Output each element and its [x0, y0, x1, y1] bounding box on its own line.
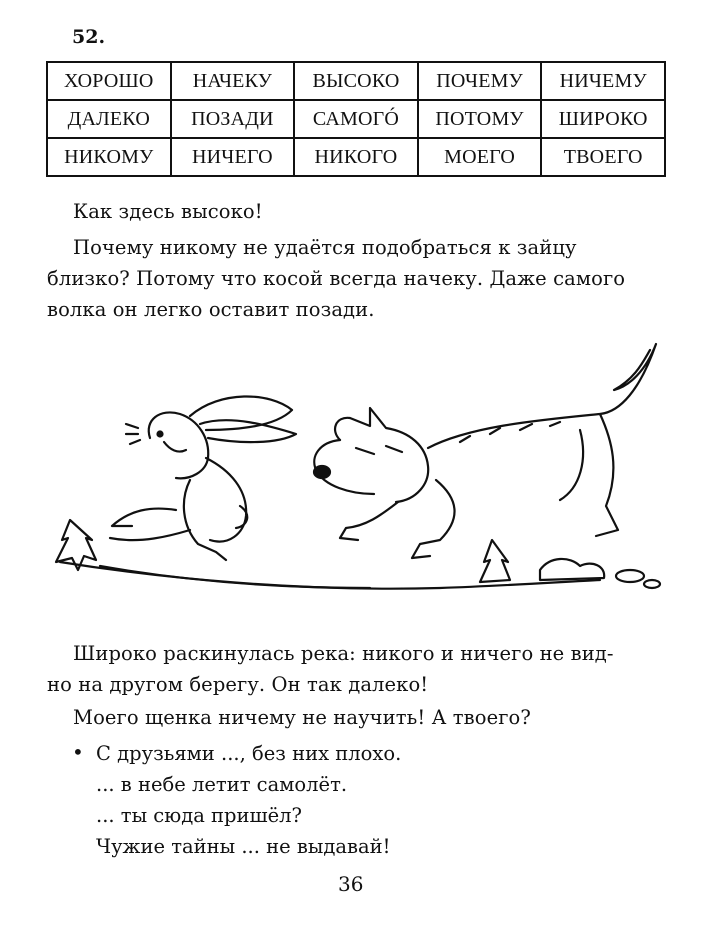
pebble-icon	[644, 580, 660, 588]
text-line: Почему никому не удаётся подобраться к зайцу	[73, 236, 577, 259]
table-cell: НИКОГО	[294, 138, 418, 176]
table-row	[47, 100, 665, 138]
exercise-number: 52.	[72, 26, 106, 48]
table-cell: ПОТОМУ	[418, 100, 542, 138]
pebble-icon	[616, 570, 644, 582]
table-cell: МОЕГО	[418, 138, 542, 176]
table-row	[47, 138, 665, 176]
tree-icon	[480, 540, 510, 582]
sentence-puppy: Моего щенка ничему не научить! А твоего?	[73, 706, 531, 729]
text-line: Широко раскинулась река: никого и ничего не вид-	[73, 642, 614, 665]
table-cell: ПОЗАДИ	[171, 100, 295, 138]
word-table	[46, 61, 666, 177]
text-line: волка он легко оставит позади.	[47, 298, 375, 321]
text-line: но на другом берегу. Он так далеко!	[47, 673, 429, 696]
bush-icon	[540, 559, 604, 580]
task-line: ... ты сюда пришёл?	[96, 804, 303, 827]
table-cell: ТВОЕГО	[541, 138, 665, 176]
wolf-icon	[314, 344, 656, 558]
table-cell: НИЧЕГО	[171, 138, 295, 176]
table-cell: ВЫСОКО	[294, 62, 418, 100]
bullet-icon: •	[72, 740, 84, 764]
task-line: С друзьями ..., без них плохо.	[96, 742, 402, 765]
table-row	[47, 62, 665, 100]
table-cell: САМОГÓ	[294, 100, 418, 138]
table-cell: ПОЧЕМУ	[418, 62, 542, 100]
table-cell: НАЧЕКУ	[171, 62, 295, 100]
table-cell: НИКОМУ	[47, 138, 171, 176]
table-cell: НИЧЕМУ	[541, 62, 665, 100]
table-cell: ШИРОКО	[541, 100, 665, 138]
task-line: Чужие тайны ... не выдавай!	[96, 835, 391, 858]
paragraph-river	[47, 638, 667, 700]
ground-line	[60, 562, 600, 589]
task-line: ... в небе летит самолёт.	[96, 773, 348, 796]
table-cell: ХОРОШО	[47, 62, 171, 100]
paragraph-hare	[47, 232, 667, 325]
hare-icon	[110, 396, 296, 560]
ground-line	[100, 566, 370, 588]
page-number: 36	[338, 872, 364, 896]
table-cell: ДАЛЕКО	[47, 100, 171, 138]
sentence-high: Как здесь высоко!	[73, 200, 263, 223]
hare-and-wolf-illustration	[40, 330, 670, 620]
text-line: близко? Потому что косой всегда начеку. Даже самого	[47, 267, 626, 290]
